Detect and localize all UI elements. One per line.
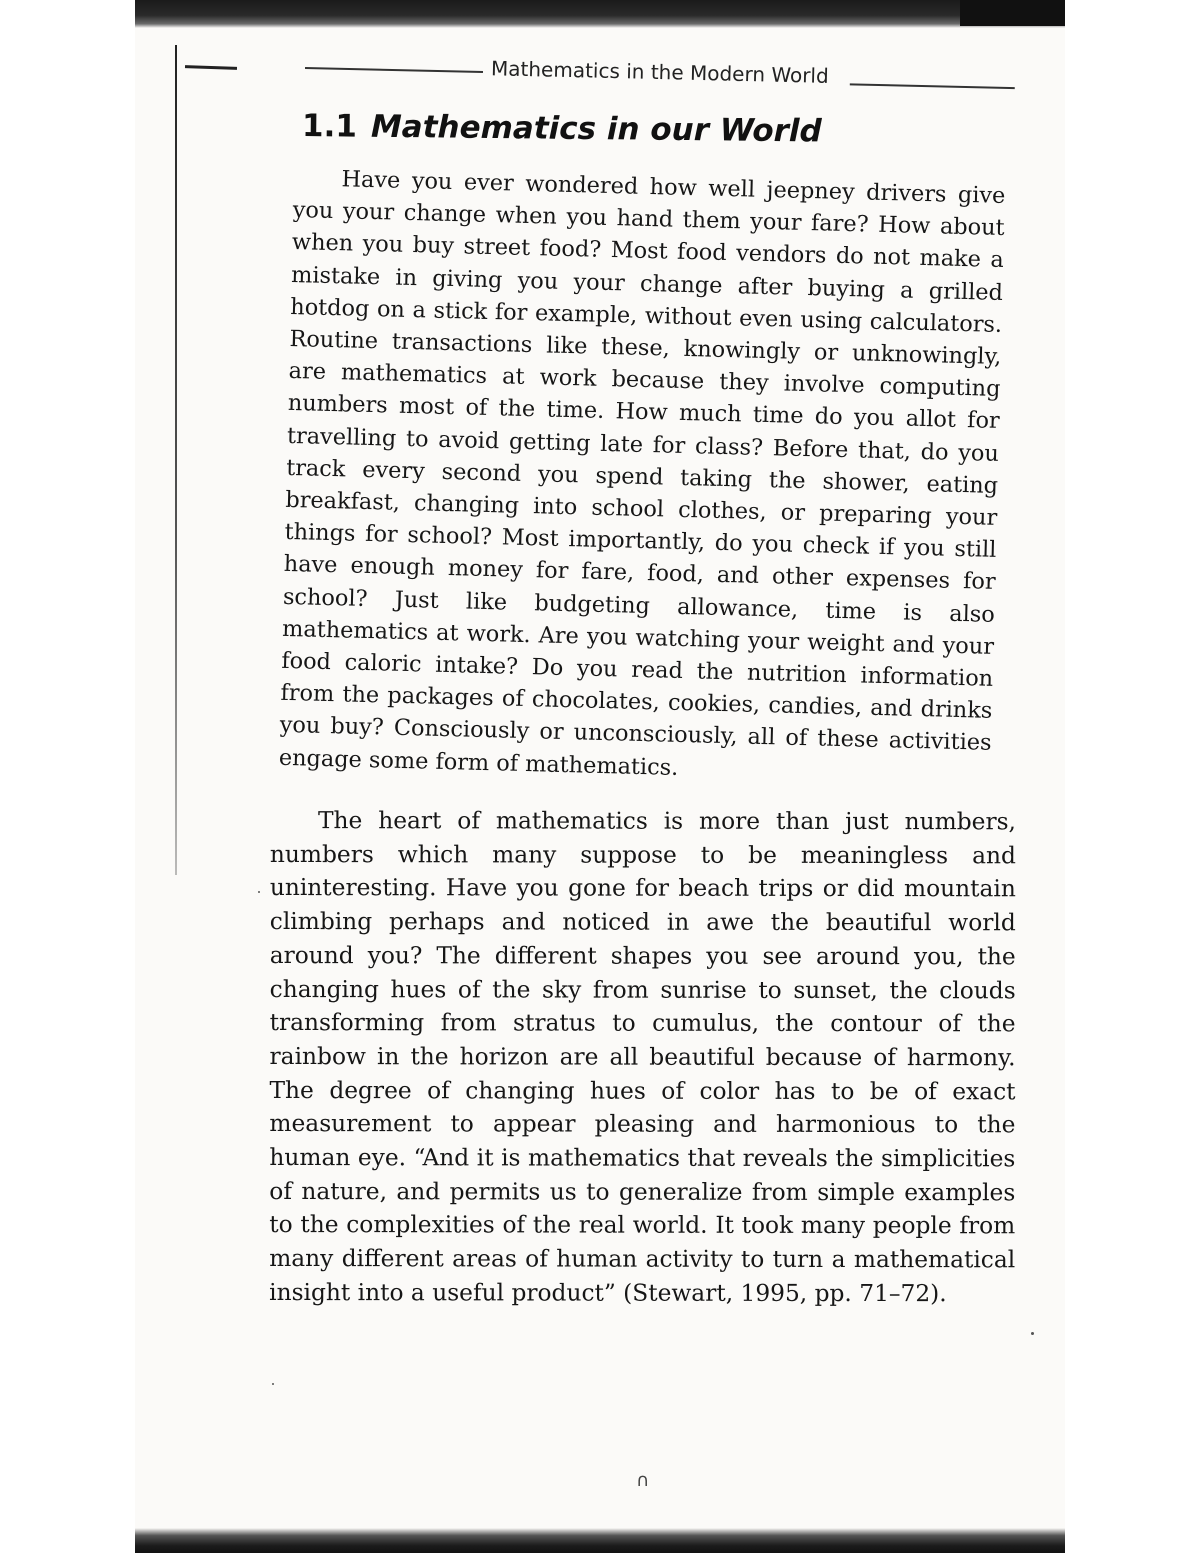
header-rule-right <box>850 83 1015 89</box>
body-paragraph-2: The heart of mathematics is more than just numbers, numbers which many suppose to be meaningless and uninteresting. Have you gone for beach trips or did mountain climbing perhaps and noticed in awe the beautiful world around you? The different shapes you see around you, the changing hues of the sky from sunrise to sunset, the clouds transforming from stratus to cumulus, the contour of the rainbow in the horizon are all beautiful because of harmony. The degree of changing hues of color has to be of exact measurement to appear pleasing and harmonious to the human eye. “And it is mathematics that reveals the simplicities of nature, and permits us to generalize from simple examples to the complexities of the real world. It took many people from many different areas of human activity to turn a mathematical insight into a useful product” (Stewart, 1995, pp. 71–72). <box>269 807 1016 1308</box>
page-number: ∩ <box>636 1470 650 1491</box>
scan-speck <box>1031 1332 1034 1335</box>
scan-top-shadow <box>135 0 1065 28</box>
page-margin-line <box>175 45 177 875</box>
running-header-title: Mathematics in the Modern World <box>490 56 829 88</box>
section-heading <box>302 108 822 149</box>
header-rule-left <box>305 67 483 73</box>
scan-bottom-shadow <box>135 1528 1065 1553</box>
section-number: 1.1 <box>301 108 358 145</box>
section-title: Mathematics in our World <box>370 108 822 150</box>
scan-speck <box>258 891 260 893</box>
scan-top-right-shadow <box>960 0 1065 26</box>
body-paragraph-1: Have you ever wondered how well jeepney drivers give you your change when you hand them your fare? How about when you buy street food? Most food vendors do not make a mistake in giving you your change after buying a grilled hotdog on a stick for example, without even using calculators. Routine transactions like these, knowingly or unknowingly, are mathematics at work because they involve computing numbers most of the time. How much time do you allot for travelling to avoid getting late for class? Before that, do you track every second you spend taking the shower, eating breakfast, changing into school clothes, or preparing your things for school? Most importantly, do you check if you still have enough money for fare, food, and other expenses for school? Just like budgeting allowance, time is also mathematics at work. Are you watching your weight and your food caloric intake? Do you read the nutrition information from the packages of chocolates, cookies, candies, and drinks you buy? Consciously or unconsciously, all of these activities engage some form of mathematics. <box>278 166 1006 781</box>
scan-speck <box>272 1383 274 1385</box>
